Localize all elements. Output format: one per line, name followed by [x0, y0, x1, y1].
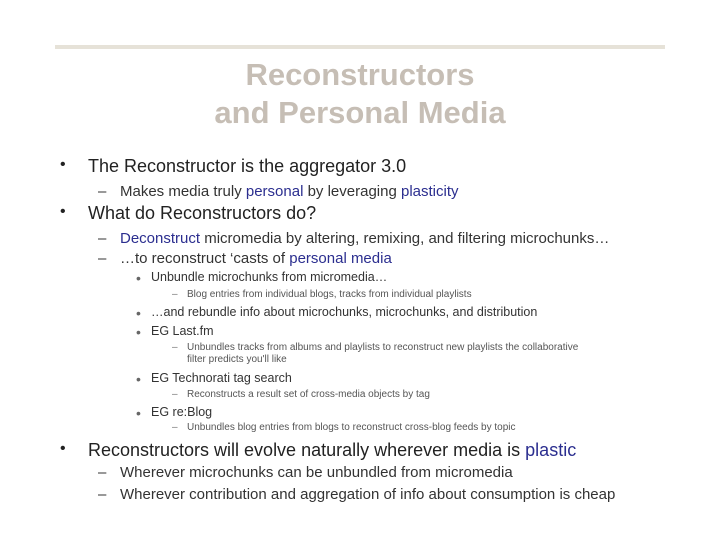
detail-blog-entries: Blog entries from individual blogs, tracks from individual playlists — [187, 289, 472, 300]
dash-marker: – — [172, 389, 178, 400]
bullet-marker: • — [60, 440, 66, 457]
detail-lastfm-line-2: filter predicts you'll like — [187, 354, 287, 365]
dash-marker: – — [98, 230, 107, 247]
sub-wherever-unbundled: Wherever microchunks can be unbundled from micromedia — [120, 464, 513, 481]
bullet-what-do-reconstructors-do: What do Reconstructors do? — [88, 203, 317, 223]
highlight-plasticity: plasticity — [400, 183, 459, 200]
bullet-marker: • — [60, 156, 66, 173]
bullet-marker: • — [136, 324, 141, 340]
dash-marker: – — [98, 183, 107, 200]
bullet-marker: • — [60, 203, 66, 220]
sub-deconstruct — [120, 230, 609, 247]
text-fragment: Reconstructors will evolve naturally wherever media is — [88, 440, 526, 460]
detail-lastfm-line-1: Unbundles tracks from albums and playlists to reconstruct new playlists the collaborative — [187, 342, 579, 353]
sub-wherever-contribution: Wherever contribution and aggregation of info about consumption is cheap — [120, 486, 616, 503]
top-rule — [55, 45, 665, 49]
item-eg-lastfm: EG Last.fm — [151, 324, 214, 338]
item-unbundle-microchunks: Unbundle microchunks from micromedia… — [151, 270, 388, 284]
highlight-deconstruct: Deconstruct — [120, 230, 201, 247]
dash-marker: – — [98, 250, 107, 267]
slide-title — [0, 56, 720, 132]
sub-reconstruct-casts — [120, 250, 392, 267]
text-fragment: by leveraging — [303, 183, 401, 200]
item-rebundle-info: …and rebundle info about microchunks, microchunks, and distribution — [151, 305, 538, 319]
text-fragment: micromedia by altering, remixing, and filtering microchunks… — [200, 230, 610, 247]
detail-technorati: Reconstructs a result set of cross-media objects by tag — [187, 389, 430, 400]
bullet-marker: • — [136, 270, 141, 286]
bullet-marker: • — [136, 405, 141, 421]
bullet-marker: • — [136, 371, 141, 387]
highlight-personal-media: personal media — [289, 250, 392, 267]
title-line-1: Reconstructors — [245, 57, 475, 92]
item-eg-reblog: EG re:Blog — [151, 405, 213, 419]
bullet-reconstructors-evolve — [88, 440, 576, 461]
dash-marker: – — [98, 464, 107, 481]
text-fragment: …to reconstruct ‘casts of — [120, 250, 290, 267]
title-line-2: and Personal Media — [214, 95, 506, 130]
highlight-personal: personal — [245, 183, 304, 200]
highlight-plastic: plastic — [525, 440, 577, 460]
bullet-reconstructor-aggregator: The Reconstructor is the aggregator 3.0 — [88, 156, 407, 176]
detail-reblog: Unbundles blog entries from blogs to reconstruct cross-blog feeds by topic — [187, 422, 516, 433]
dash-marker: – — [172, 289, 178, 300]
sub-makes-media-personal — [120, 183, 459, 200]
dash-marker: – — [172, 422, 178, 433]
bullet-marker: • — [136, 305, 141, 321]
dash-marker: – — [98, 486, 107, 503]
item-eg-technorati: EG Technorati tag search — [151, 371, 292, 385]
text-fragment: Makes media truly — [120, 183, 246, 200]
dash-marker: – — [172, 342, 178, 353]
